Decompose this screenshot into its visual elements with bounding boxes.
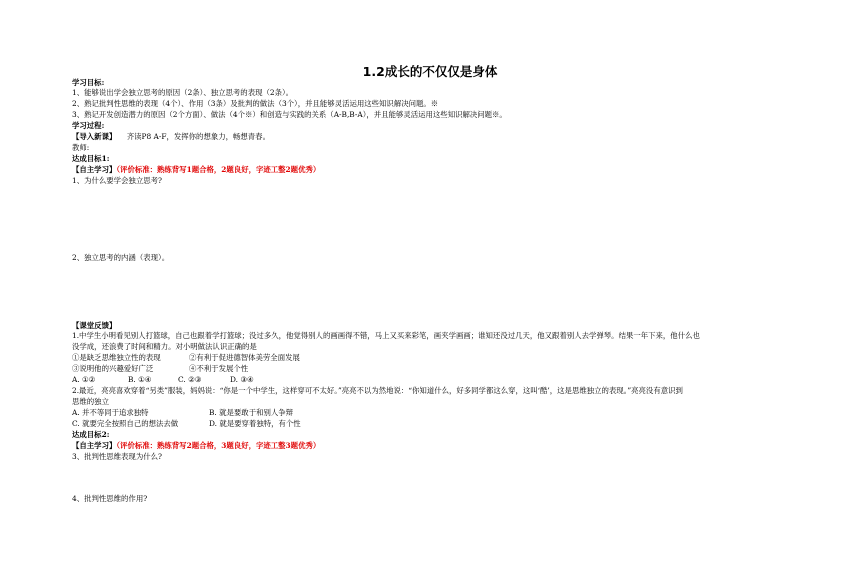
question-4: 4、批判性思维的作用? <box>72 494 148 503</box>
choice-b: B. ①④ <box>128 375 152 384</box>
choice-a: A. ①② <box>72 375 96 384</box>
evaluation-criteria: （评价标准：熟练背写1题合格，2题良好，字迹工整2题优秀） <box>116 165 321 174</box>
page-title: 1.2成长的不仅仅是身体 <box>362 64 498 79</box>
question-2: 2、独立思考的内涵（表现）。 <box>72 253 170 262</box>
option-1: ①是缺乏思维独立性的表现 <box>72 353 161 362</box>
choice-d: D. ③④ <box>230 375 254 384</box>
target2-self-study <box>72 441 320 451</box>
choice-c: C. 就要完全按照自己的想法去做 <box>72 419 179 428</box>
feedback-q2-options-row2 <box>72 419 301 429</box>
process-heading: 学习过程: <box>72 121 105 130</box>
target1-self-study <box>72 165 320 175</box>
evaluation-criteria: （评价标准：熟练背写2题合格，3题良好，字迹工整3题优秀） <box>116 441 321 450</box>
question-3: 3、批判性思维表现为什么? <box>72 452 162 461</box>
intro-row <box>72 132 270 142</box>
intro-label: 【导入新课】 <box>72 132 117 141</box>
feedback-q1-options-row1 <box>72 353 300 363</box>
target2-heading: 达成目标2: <box>72 430 110 439</box>
option-3: ③说明他的兴趣爱好广泛 <box>72 364 154 373</box>
choice-a: A. 并不等同于追求独特 <box>72 408 149 417</box>
goal-item-1: 1、能够说出学会独立思考的原因（2条）、独立思考的表现（2条）。 <box>72 88 294 97</box>
question-1: 1、为什么要学会独立思考? <box>72 176 162 185</box>
goal-item-2: 2、熟记批判性思维的表现（4个）、作用（3条）及批判的做法（3个），并且能够灵活运用这些知识解决问题。※ <box>72 99 439 108</box>
choice-c: C. ②③ <box>178 375 202 384</box>
choice-b: B. 就是要敢于和别人争辩 <box>209 408 294 417</box>
self-study-label: 【自主学习】 <box>72 441 117 450</box>
target1-heading: 达成目标1: <box>72 154 110 163</box>
feedback-heading: 【课堂反馈】 <box>72 321 117 330</box>
feedback-q1-choices <box>72 375 254 385</box>
goals-heading: 学习目标: <box>72 78 105 87</box>
teacher-label: 教师: <box>72 143 90 152</box>
feedback-q1-line2: 没学成，还浪费了时间和精力。对小明做法认识正确的是 <box>72 342 257 351</box>
choice-d: D. 就是要穿着独特，有个性 <box>209 419 301 428</box>
option-4: ④不利于发展个性 <box>189 364 249 373</box>
feedback-q1-options-row2 <box>72 364 249 374</box>
option-2: ②有利于促进德智体美劳全面发展 <box>189 353 300 362</box>
self-study-label: 【自主学习】 <box>72 165 117 174</box>
feedback-q2-line1: 2.最近，亮亮喜欢穿着“另类”服装，妈妈说：“你是一个中学生，这样穿可不太好。”亮亮不以为然地说：“你知道什么，好多同学都这么穿，这叫‘酷’，这是思维独立的表现。”亮亮没有意识到 <box>72 386 683 395</box>
feedback-q2-options-row1 <box>72 408 294 418</box>
intro-text: 齐读P8 A-F，发挥你的想象力，畅想青春。 <box>126 132 270 141</box>
feedback-q1-line1: 1.中学生小明看见别人打篮球，自己也跟着学打篮球；没过多久，他觉得别人的画画得不错，马上又买来彩笔，画夹学画画；谁知还没过几天，他又跟着别人去学弹琴。结果一年下来，他什么也 <box>72 331 700 340</box>
feedback-q2-line2: 思维的独立 <box>72 397 109 406</box>
goal-item-3: 3、熟记开发创造潜力的原因（2个方面）、做法（4个※）和创造与实践的关系（A-B,B-A），并且能够灵活运用这些知识解决问题※。 <box>72 110 507 119</box>
